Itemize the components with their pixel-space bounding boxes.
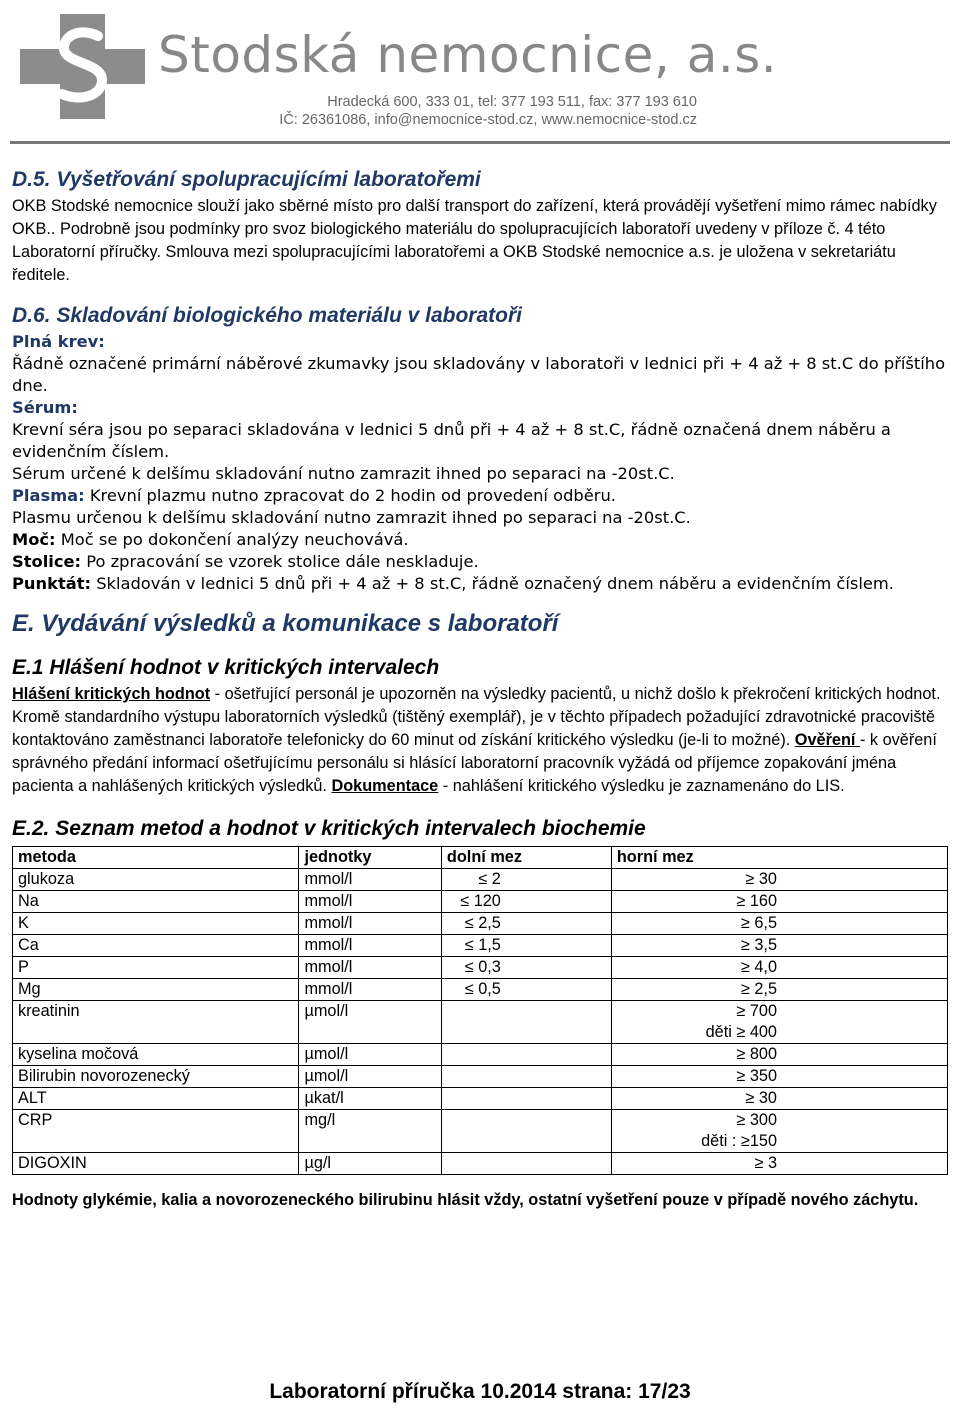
cell-dolni-mez bbox=[441, 1044, 611, 1066]
e1-text-2: - k ověření správného předání informací ošetřujícímu personálu si hlásící laboratorní pracovník vyžádá od příjemce zopakování jména pacienta a nahlášených kritických výsledků. bbox=[12, 731, 937, 795]
page-footer bbox=[0, 1380, 960, 1404]
cell-jednotky: mmol/l bbox=[299, 913, 441, 935]
plasma-line-1 bbox=[12, 485, 957, 507]
cell-jednotky: mg/l bbox=[299, 1110, 441, 1153]
document-body bbox=[12, 165, 957, 1211]
cell-jednotky: µmol/l bbox=[299, 1044, 441, 1066]
table-row bbox=[13, 979, 948, 1001]
cell-horni-mez bbox=[611, 957, 947, 979]
label-plna-krev: Plná krev: bbox=[12, 332, 105, 351]
table-row bbox=[13, 1110, 948, 1153]
page-header bbox=[0, 0, 960, 140]
cell-metoda: P bbox=[13, 957, 299, 979]
upper-limit: ≥ 700 bbox=[736, 1002, 777, 1020]
table-row bbox=[13, 1088, 948, 1110]
cell-dolni-mez bbox=[441, 1110, 611, 1153]
label-moc: Moč: bbox=[12, 530, 56, 549]
cell-jednotky: mmol/l bbox=[299, 935, 441, 957]
e1-text-3: - nahlášení kritického výsledku je zaznamenáno do LIS. bbox=[438, 777, 845, 795]
cell-metoda: CRP bbox=[13, 1110, 299, 1153]
cell-jednotky: mmol/l bbox=[299, 869, 441, 891]
cell-horni-mez bbox=[611, 979, 947, 1001]
table-row bbox=[13, 1044, 948, 1066]
cell-dolni-mez: ≤ 2,5 bbox=[441, 913, 611, 935]
cell-dolni-mez: ≤ 1,5 bbox=[441, 935, 611, 957]
col-header-horni-mez: horní mez bbox=[611, 847, 947, 869]
stolice-line bbox=[12, 551, 957, 573]
table-note: Hodnoty glykémie, kalia a novorozeneckého bilirubinu hlásit vždy, ostatní vyšetření pouze v případě nového záchytu. bbox=[12, 1191, 919, 1209]
upper-limit: ≥ 30 bbox=[745, 870, 777, 888]
cell-horni-mez bbox=[611, 1044, 947, 1066]
cell-jednotky: mmol/l bbox=[299, 891, 441, 913]
table-header-row bbox=[13, 847, 948, 869]
cell-dolni-mez bbox=[441, 1066, 611, 1088]
text-punktat: Skladován v lednici 5 dnů při + 4 až + 8 st.C, řádně označený dnem náběru a evidenčním číslem. bbox=[91, 574, 894, 593]
upper-limit: ≥ 160 bbox=[736, 892, 777, 910]
section-e-title: E. Vydávání výsledků a komunikace s laboratoří bbox=[12, 610, 559, 637]
cell-metoda: glukoza bbox=[13, 869, 299, 891]
cell-dolni-mez: ≤ 2 bbox=[441, 869, 611, 891]
upper-limit-children: děti : ≥150 bbox=[701, 1132, 777, 1150]
table-row bbox=[13, 1001, 948, 1044]
cell-horni-mez bbox=[611, 913, 947, 935]
cell-horni-mez bbox=[611, 1066, 947, 1088]
cell-metoda: Ca bbox=[13, 935, 299, 957]
upper-limit: ≥ 350 bbox=[736, 1067, 777, 1085]
section-e1-text bbox=[12, 683, 957, 798]
e1-text-1: - ošetřující personál je upozorněn na výsledky pacientů, u nichž došlo k překročení kritických hodnot. Kromě standardního výstupu laboratorních výsledků (tištěný exemplář), je v těchto případech požadující zdravotnické pracoviště kontaktováno zaměstnanci laboratoře telefonicky do 60 minut od získání kritického výsledku (je-li to možné). bbox=[12, 685, 941, 749]
cell-dolni-mez: ≤ 120 bbox=[441, 891, 611, 913]
upper-limit: ≥ 6,5 bbox=[740, 914, 777, 932]
table-row bbox=[13, 869, 948, 891]
label-punktat: Punktát: bbox=[12, 574, 92, 593]
text-stolice: Po zpracování se vzorek stolice dále neskladuje. bbox=[81, 552, 479, 571]
cell-metoda: DIGOXIN bbox=[13, 1153, 299, 1175]
section-d5-text: OKB Stodské nemocnice slouží jako sběrné místo pro další transport do zařízení, která provádějí vyšetření mimo rámec nabídky OKB.. Podrobně jsou podmínky pro svoz biologického materiálu do spolupracujících laboratoří uvedeny v příloze č. 4 této Laboratorní příručky. Smlouva mezi spolupracujícími laboratořemi a OKB Stodské nemocnice a.s. je uložena v sekretariátu ředitele. bbox=[12, 197, 937, 284]
address-line-2: IČ: 26361086, info@nemocnice-stod.cz, www.nemocnice-stod.cz bbox=[279, 112, 697, 128]
moc-line bbox=[12, 529, 957, 551]
text-serum-1: Krevní séra jsou po separaci skladována v lednici 5 dnů při + 4 až + 8 st.C, řádně označená dnem náběru a evidenčním číslem. bbox=[12, 420, 891, 461]
cell-jednotky: µkat/l bbox=[299, 1088, 441, 1110]
section-e2-title: E.2. Seznam metod a hodnot v kritických intervalech biochemie bbox=[12, 817, 646, 840]
label-stolice: Stolice: bbox=[12, 552, 82, 571]
upper-limit: ≥ 2,5 bbox=[740, 980, 777, 998]
label-overeni: Ověření bbox=[794, 731, 860, 749]
address-line-1: Hradecká 600, 333 01, tel: 377 193 511, fax: 377 193 610 bbox=[327, 94, 697, 110]
label-serum: Sérum: bbox=[12, 398, 78, 417]
col-header-metoda: metoda bbox=[13, 847, 299, 869]
upper-limit: ≥ 3 bbox=[754, 1154, 777, 1172]
text-serum-2: Sérum určené k delšímu skladování nutno zamrazit ihned po separaci na -20st.C. bbox=[12, 464, 675, 483]
cell-dolni-mez bbox=[441, 1153, 611, 1175]
upper-limit: ≥ 3,5 bbox=[740, 936, 777, 954]
cell-dolni-mez: ≤ 0,5 bbox=[441, 979, 611, 1001]
cell-horni-mez bbox=[611, 935, 947, 957]
table-row bbox=[13, 1066, 948, 1088]
cell-jednotky: µmol/l bbox=[299, 1001, 441, 1044]
upper-limit: ≥ 300 bbox=[736, 1111, 777, 1129]
cell-jednotky: mmol/l bbox=[299, 979, 441, 1001]
upper-limit: ≥ 30 bbox=[745, 1089, 777, 1107]
col-header-dolni-mez: dolní mez bbox=[441, 847, 611, 869]
cell-dolni-mez: ≤ 0,3 bbox=[441, 957, 611, 979]
cell-dolni-mez bbox=[441, 1001, 611, 1044]
cell-horni-mez bbox=[611, 1153, 947, 1175]
section-d6-body bbox=[12, 331, 957, 595]
cell-dolni-mez bbox=[441, 1088, 611, 1110]
table-row bbox=[13, 1153, 948, 1175]
footer-text: Laboratorní příručka 10.2014 strana: 17/23 bbox=[269, 1380, 691, 1403]
table-row bbox=[13, 891, 948, 913]
cell-jednotky: µmol/l bbox=[299, 1066, 441, 1088]
cell-metoda: Na bbox=[13, 891, 299, 913]
label-hlaseni: Hlášení kritických hodnot bbox=[12, 685, 211, 703]
table-row bbox=[13, 935, 948, 957]
cell-metoda: kyselina močová bbox=[13, 1044, 299, 1066]
cell-metoda: ALT bbox=[13, 1088, 299, 1110]
text-plasma-1: Krevní plazmu nutno zpracovat do 2 hodin od provedení odběru. bbox=[84, 486, 616, 505]
label-dokumentace: Dokumentace bbox=[331, 777, 439, 795]
cell-jednotky: mmol/l bbox=[299, 957, 441, 979]
cell-metoda: kreatinin bbox=[13, 1001, 299, 1044]
upper-limit: ≥ 800 bbox=[736, 1045, 777, 1063]
table-row bbox=[13, 913, 948, 935]
col-header-jednotky: jednotky bbox=[299, 847, 441, 869]
hospital-name: Stodská nemocnice, a.s. bbox=[158, 26, 778, 84]
upper-limit: ≥ 4,0 bbox=[740, 958, 777, 976]
header-divider bbox=[10, 141, 950, 144]
hospital-cross-logo-icon bbox=[20, 14, 145, 119]
cell-metoda: K bbox=[13, 913, 299, 935]
cell-horni-mez bbox=[611, 1110, 947, 1153]
cell-horni-mez bbox=[611, 891, 947, 913]
critical-values-table bbox=[12, 846, 948, 1175]
section-e1-title: E.1 Hlášení hodnot v kritických intervalech bbox=[12, 656, 440, 679]
text-plasma-2: Plasmu určenou k delšímu skladování nutno zamrazit ihned po separaci na -20st.C. bbox=[12, 508, 691, 527]
table-row bbox=[13, 957, 948, 979]
cell-horni-mez bbox=[611, 1088, 947, 1110]
cell-horni-mez bbox=[611, 869, 947, 891]
text-moc: Moč se po dokončení analýzy neuchovává. bbox=[55, 530, 409, 549]
text-plna-krev: Řádně označené primární náběrové zkumavky jsou skladovány v laboratoři v lednici při + 4 až + 8 st.C do příštího dne. bbox=[12, 354, 946, 395]
section-d6-title: D.6. Skladování biologického materiálu v laboratoři bbox=[12, 304, 522, 327]
label-plasma: Plasma: bbox=[12, 486, 85, 505]
cell-metoda: Bilirubin novorozenecký bbox=[13, 1066, 299, 1088]
upper-limit-children: děti ≥ 400 bbox=[705, 1023, 777, 1041]
punktat-line bbox=[12, 573, 957, 595]
cell-horni-mez bbox=[611, 1001, 947, 1044]
table-body bbox=[13, 869, 948, 1175]
section-d5-title: D.5. Vyšetřování spolupracujícími laboratořemi bbox=[12, 168, 481, 191]
cell-jednotky: µg/l bbox=[299, 1153, 441, 1175]
cell-metoda: Mg bbox=[13, 979, 299, 1001]
